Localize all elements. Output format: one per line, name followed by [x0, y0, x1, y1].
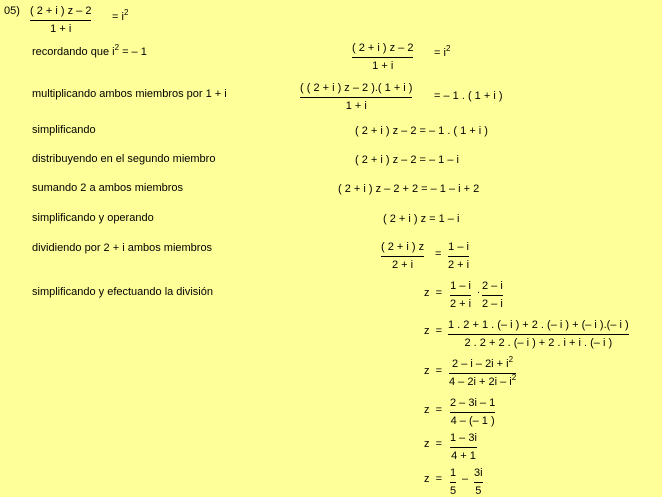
- result1-lhs: z =: [424, 287, 443, 299]
- fraction-bar: [482, 295, 503, 296]
- step4-equation: ( 2 + i ) z – 2 = – 1 – i: [355, 154, 459, 166]
- fraction-bar: [450, 412, 495, 413]
- step7-right-denominator: 2 + i: [448, 259, 470, 271]
- result5-fraction: [450, 432, 477, 462]
- step-label-distribuyendo: distribuyendo en el segundo miembro: [32, 153, 216, 165]
- result2-fraction: [448, 319, 629, 349]
- fraction-bar: [352, 57, 413, 58]
- denominator: 2 – i: [482, 298, 503, 310]
- fraction-bar: [474, 482, 483, 483]
- step7-equals: =: [435, 248, 442, 260]
- fraction-bar: [450, 482, 456, 483]
- step-label-multiplicando: multiplicando ambos miembros por 1 + i: [32, 88, 227, 100]
- problem-lhs-denominator: 1 + i: [50, 23, 72, 35]
- fraction-bar: [448, 256, 469, 257]
- result2-lhs: z =: [424, 325, 443, 337]
- step7-left-numerator: ( 2 + i ) z: [381, 241, 425, 253]
- numerator: 3i: [474, 467, 483, 479]
- problem-lhs-numerator: ( 2 + i ) z – 2: [30, 5, 92, 17]
- step-label-sumando: sumando 2 a ambos miembros: [32, 182, 184, 194]
- step3-equation: ( 2 + i ) z – 2 = – 1 . ( 1 + i ): [355, 125, 488, 137]
- denominator: $4 - 2i + 2i - i^2$: [449, 373, 517, 388]
- result6-minus: –: [462, 473, 469, 485]
- numerator: 1 – i: [450, 280, 471, 292]
- result1-fraction-b: [482, 280, 503, 310]
- denominator: 5: [475, 485, 482, 497]
- step7-left-denominator: 2 + i: [391, 259, 414, 271]
- step1-denominator: 1 + i: [372, 60, 394, 72]
- step2-denominator: 1 + i: [345, 100, 367, 112]
- step1-numerator: ( 2 + i ) z – 2: [352, 42, 414, 54]
- fraction-bar: [300, 97, 412, 98]
- denominator: 4 + 1: [451, 450, 476, 462]
- step5-equation: ( 2 + i ) z – 2 + 2 = – 1 – i + 2: [338, 183, 480, 195]
- step7-left-fraction: [381, 241, 424, 271]
- step7-right-numerator: 1 – i: [448, 241, 469, 253]
- result1-dot: .: [477, 284, 481, 296]
- step-label-simplificando: simplificando: [32, 124, 96, 136]
- step1-rhs: = $i^2$: [434, 44, 451, 59]
- numerator: 1: [450, 467, 457, 479]
- numerator: 2 – i: [482, 280, 503, 292]
- step-label-recordando: recordando que $i^2$ = – 1: [32, 43, 147, 58]
- numerator: $2 - i - 2i + i^2$: [452, 355, 514, 370]
- fraction-bar: [381, 256, 424, 257]
- step7-right-fraction: [448, 241, 469, 271]
- result1-fraction-a: [450, 280, 471, 310]
- step-label-efectuando-division: simplificando y efectuando la división: [32, 286, 213, 298]
- result3-fraction: [449, 355, 517, 388]
- result3-lhs: z =: [424, 365, 443, 377]
- numerator: 1 . 2 + 1 . (– i ) + 2 . (– i ) + (– i ).(– i ): [448, 319, 629, 331]
- step2-numerator: ( ( 2 + i ) z – 2 ).( 1 + i ): [300, 82, 413, 94]
- fraction-bar: [449, 373, 516, 374]
- exponent: 2: [123, 8, 129, 17]
- result6-fraction-a: [450, 467, 456, 497]
- result5-lhs: z =: [424, 438, 443, 450]
- result6-fraction-b: [474, 467, 483, 497]
- step-label-dividiendo: dividiendo por 2 + i ambos miembros: [32, 242, 213, 254]
- result4-lhs: z =: [424, 404, 443, 416]
- result6-lhs: z =: [424, 473, 443, 485]
- denominator: 4 – (– 1 ): [450, 415, 495, 427]
- step2-fraction: [300, 82, 412, 112]
- fraction-bar: [448, 334, 629, 335]
- denominator: 2 . 2 + 2 . (– i ) + 2 . i + i . (– i ): [464, 337, 613, 349]
- step6-equation: ( 2 + i ) z = 1 – i: [383, 213, 460, 225]
- step1-fraction: [352, 42, 413, 72]
- denominator: 2 + i: [450, 298, 472, 310]
- result4-fraction: [450, 397, 495, 427]
- problem-number: 05): [4, 5, 20, 17]
- denominator: 5: [450, 485, 457, 497]
- fraction-bar: [450, 295, 471, 296]
- numerator: 1 – 3i: [450, 432, 477, 444]
- step2-rhs: = – 1 . ( 1 + i ): [434, 90, 503, 102]
- problem-rhs: = $i^2$: [112, 8, 129, 23]
- problem-lhs-fraction: [30, 5, 91, 35]
- step-label-simplificando-operando: simplificando y operando: [32, 212, 154, 224]
- fraction-bar: [30, 20, 91, 21]
- fraction-bar: [450, 447, 477, 448]
- numerator: 2 – 3i – 1: [450, 397, 496, 409]
